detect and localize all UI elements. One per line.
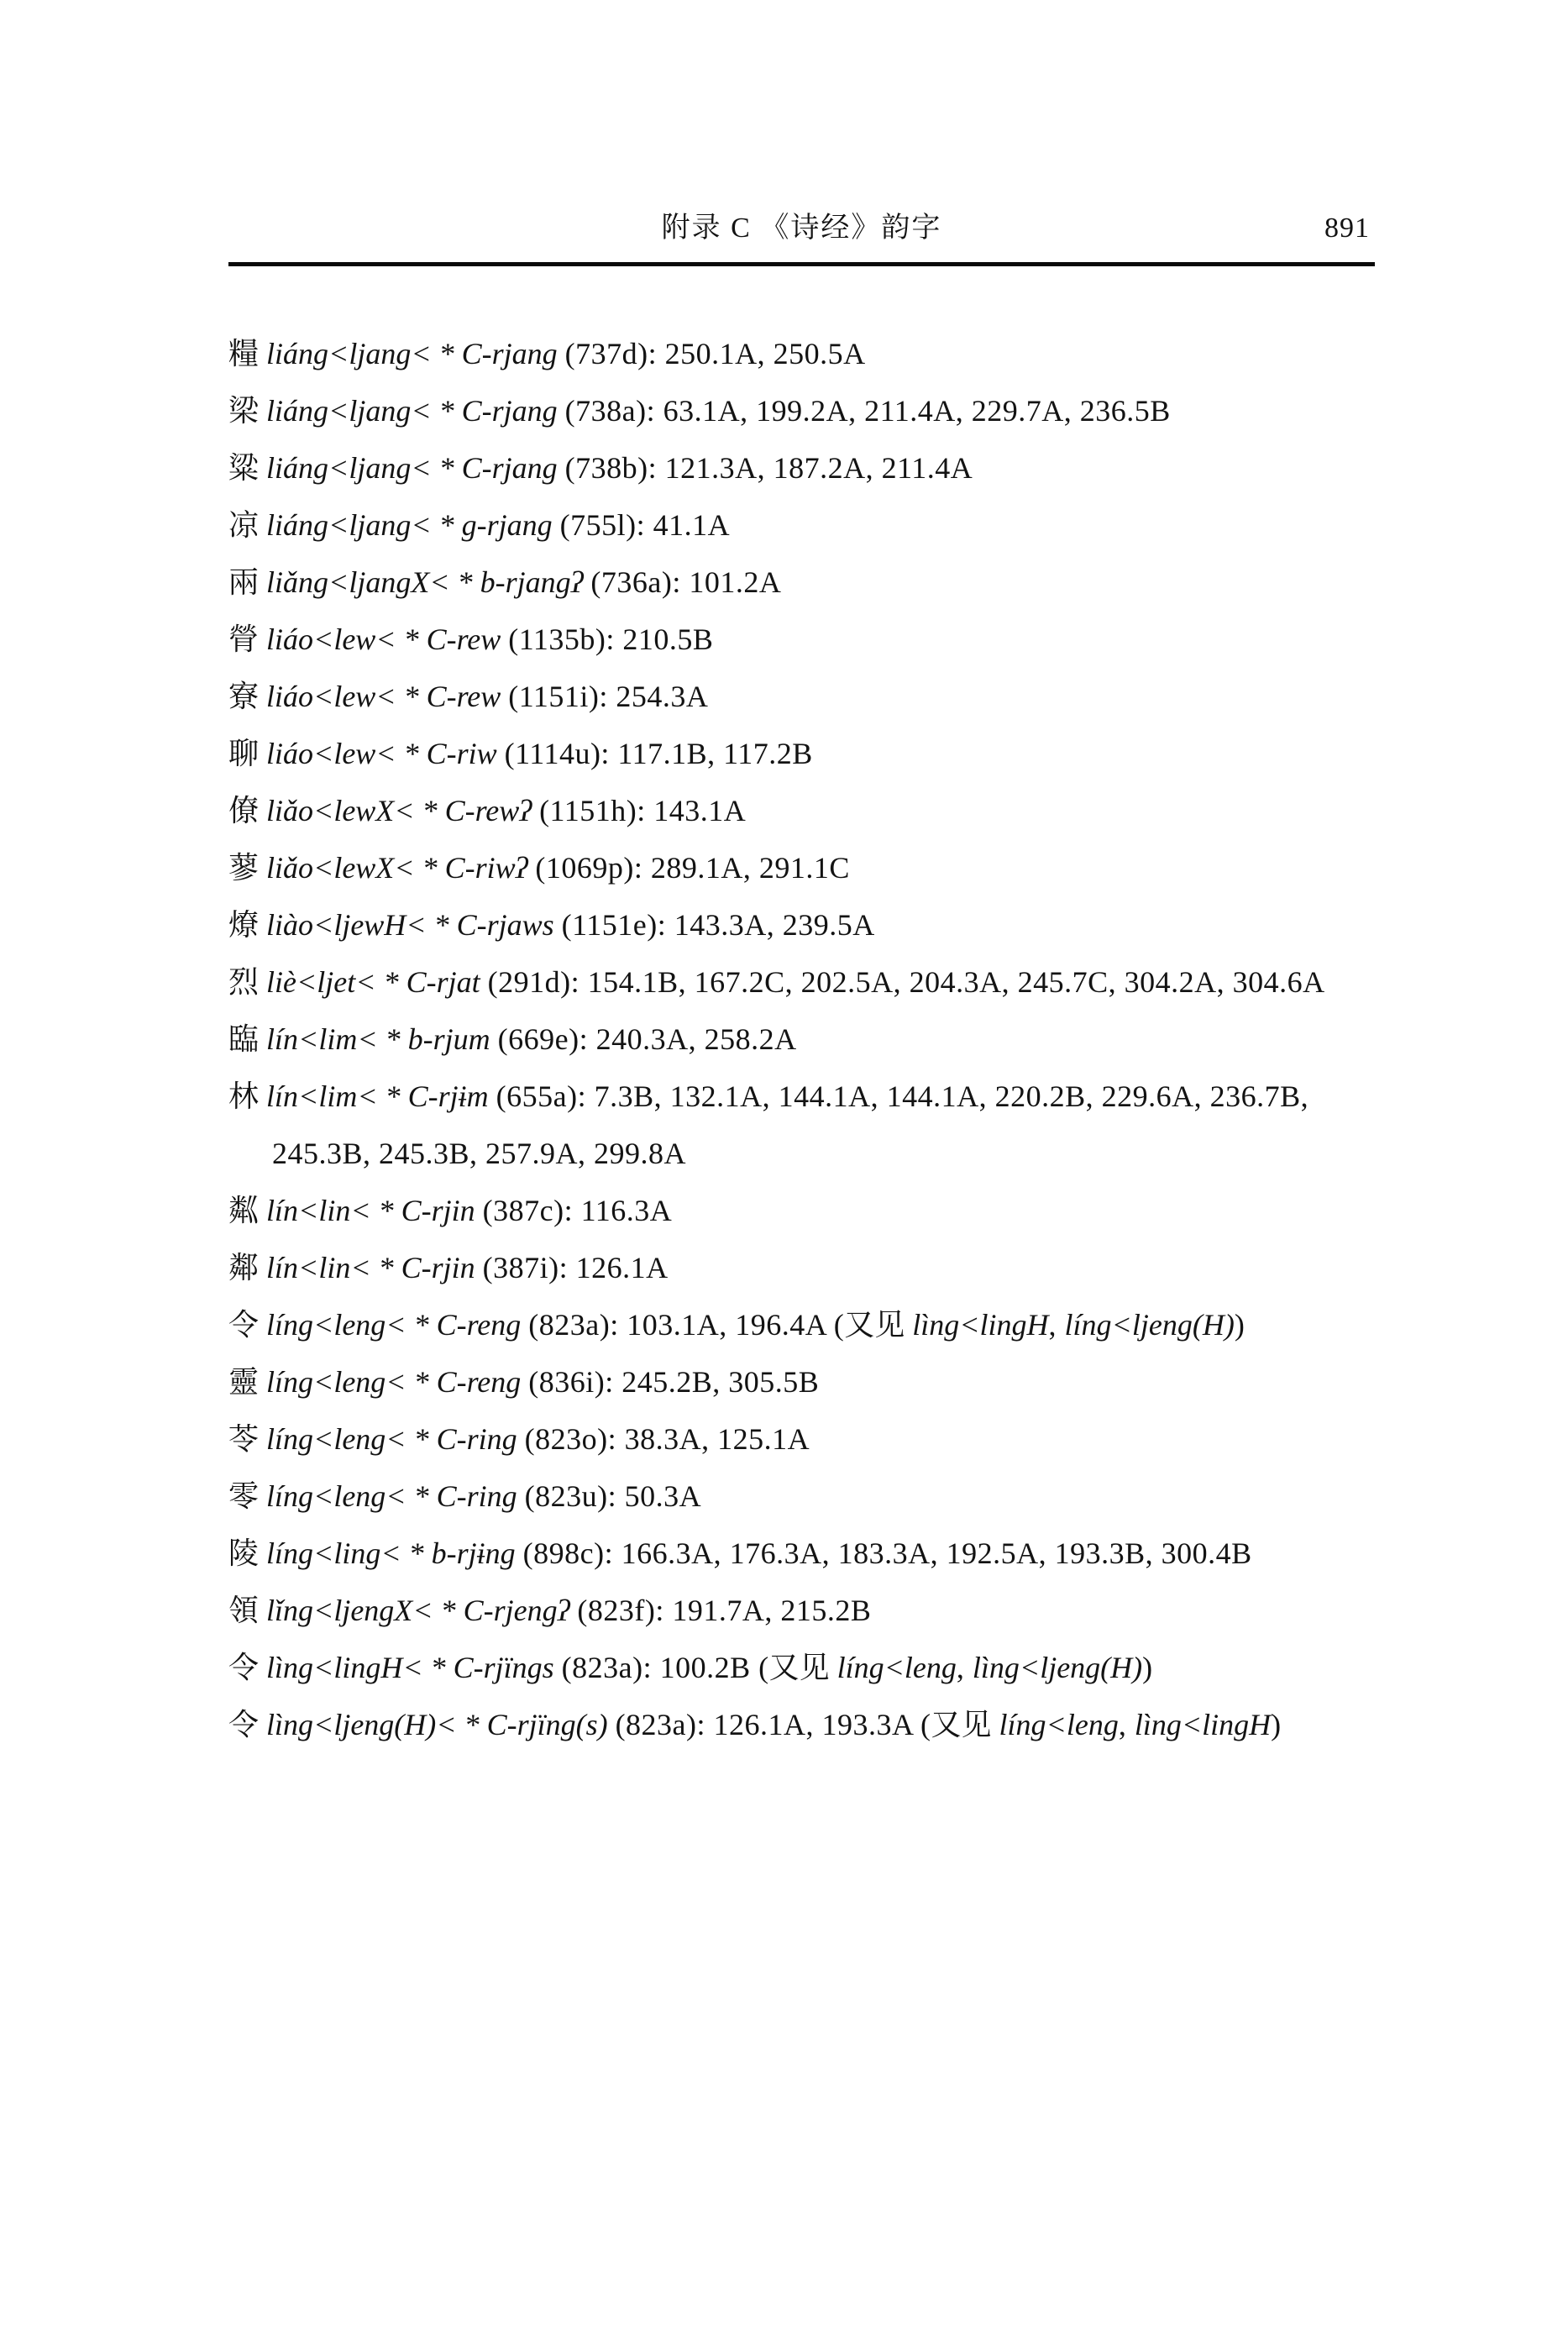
entry-pronunciation: liǎo<lewX< * C-rewʔ — [266, 794, 540, 827]
entry-pronunciation: líng<leng — [999, 1708, 1119, 1741]
entry-pronunciation: lín<lim< * C-rjɨm — [266, 1079, 496, 1113]
entry-cjk-text: 鄰 — [228, 1251, 267, 1284]
entry-references: (291d): 154.1B, 167.2C, 202.5A, 204.3A, 245.7C, 304.2A, 304.6A — [487, 965, 1325, 999]
entry-cjk-text: 領 — [228, 1594, 267, 1627]
entry-pronunciation: lìng<lingH — [1134, 1708, 1272, 1741]
entry-references: (823u): 50.3A — [524, 1479, 702, 1513]
entry-references: (755l): 41.1A — [559, 508, 731, 542]
entry-references: ) — [1142, 1651, 1153, 1684]
entry-line — [228, 1582, 1375, 1639]
entry-references: (823a): 126.1A, 193.3A ( — [615, 1708, 931, 1741]
entry-pronunciation: liáng<ljang< * C-rjang — [266, 394, 565, 428]
entry-pronunciation: lín<lim< * b-rjum — [266, 1022, 498, 1056]
entry-cjk-text: 靈 — [228, 1365, 267, 1399]
entry-line — [228, 1239, 1375, 1296]
entry-cjk-text: 林 — [228, 1079, 267, 1113]
entry-references: ) — [1271, 1708, 1282, 1741]
entry-cjk-text: 陵 — [228, 1536, 267, 1570]
entry-cjk-text: 又见 — [844, 1308, 913, 1342]
entry-references: (823f): 191.7A, 215.2B — [577, 1594, 872, 1627]
entry-pronunciation: liáo<lew< * C-rew — [266, 680, 509, 713]
entry-line — [228, 1068, 1375, 1182]
entry-line — [228, 1296, 1375, 1353]
entry-line — [228, 1410, 1375, 1468]
entry-cjk-text: 兩 — [228, 565, 267, 599]
entry-cjk-text: 僚 — [228, 794, 267, 827]
entry-line — [228, 1696, 1375, 1753]
entry-line — [228, 668, 1375, 725]
entry-pronunciation: líng<leng< * C-ring — [266, 1479, 525, 1513]
entry-references: (1151i): 254.3A — [508, 680, 709, 713]
entry-pronunciation: liáng<ljang< * C-rjang — [266, 337, 565, 370]
entry-pronunciation: liáng<ljang< * g-rjang — [266, 508, 560, 542]
page-header — [228, 208, 1375, 249]
entry-line — [228, 1468, 1375, 1525]
entry-line — [228, 782, 1375, 839]
entry-pronunciation: lǐng<ljengX< * C-rjengʔ — [266, 1594, 578, 1627]
entry-line — [228, 1182, 1375, 1239]
entry-cjk-text: 令 — [228, 1708, 267, 1741]
entry-line — [228, 554, 1375, 611]
entry-cjk-text: 烈 — [228, 965, 267, 999]
entry-pronunciation: liǎng<ljangX< * b-rjangʔ — [266, 565, 591, 599]
entry-cjk-text: 聊 — [228, 737, 267, 770]
entry-line — [228, 382, 1375, 439]
entry-references: (1114u): 117.1B, 117.2B — [504, 737, 813, 770]
entry-references: (387c): 116.3A — [482, 1194, 673, 1227]
entry-pronunciation: lín<lin< * C-rjin — [266, 1251, 483, 1284]
entry-references: (823o): 38.3A, 125.1A — [524, 1422, 810, 1456]
entry-cjk-text: 凉 — [228, 508, 267, 542]
entry-cjk-text: 苓 — [228, 1422, 267, 1456]
entry-line — [228, 1353, 1375, 1410]
entry-pronunciation: liǎo<lewX< * C-riwʔ — [266, 851, 536, 885]
entry-cjk-text: 粼 — [228, 1194, 267, 1227]
entry-references: (669e): 240.3A, 258.2A — [497, 1022, 797, 1056]
entry-cjk-text: 臨 — [228, 1022, 267, 1056]
entry-cjk-text: 梁 — [228, 394, 267, 428]
entry-references: , — [1118, 1708, 1135, 1741]
entry-pronunciation: líng<leng — [836, 1651, 957, 1684]
entry-line — [228, 325, 1375, 382]
entry-cjk-text: 寮 — [228, 680, 267, 713]
entry-references: (1151e): 143.3A, 239.5A — [561, 908, 875, 942]
entry-line — [228, 725, 1375, 782]
entry-line — [228, 1639, 1375, 1696]
entry-pronunciation: líng<ling< * b-rjɨng — [266, 1536, 523, 1570]
entry-references: (387i): 126.1A — [482, 1251, 669, 1284]
entry-line — [228, 496, 1375, 554]
entry-references: (738a): 63.1A, 199.2A, 211.4A, 229.7A, 236.5B — [564, 394, 1171, 428]
entry-line — [228, 1011, 1375, 1068]
entry-pronunciation: liào<ljewH< * C-rjaws — [266, 908, 562, 942]
entry-references: (836i): 245.2B, 305.5B — [528, 1365, 820, 1399]
entry-references: (655a): 7.3B, 132.1A, 144.1A, 144.1A, 220.2B, 229.6A, 236.7B, 245.3B, 245.3B, 257.9A, 299.8A — [272, 1079, 1309, 1170]
entry-cjk-text: 又见 — [768, 1651, 837, 1684]
entry-cjk-text: 粱 — [228, 451, 267, 485]
entry-pronunciation: liáo<lew< * C-riw — [266, 737, 505, 770]
entry-references: (1151h): 143.1A — [539, 794, 747, 827]
entry-pronunciation: lìng<lingH — [912, 1308, 1049, 1342]
entry-line — [228, 1525, 1375, 1582]
entry-references: (1135b): 210.5B — [508, 622, 714, 656]
entry-cjk-text: 令 — [228, 1308, 267, 1342]
entry-pronunciation: líng<ljeng(H) — [1064, 1308, 1235, 1342]
entry-cjk-text: 令 — [228, 1651, 267, 1684]
entry-references: , — [1048, 1308, 1065, 1342]
entry-pronunciation: lín<lin< * C-rjin — [266, 1194, 483, 1227]
entry-references: (823a): 100.2B ( — [561, 1651, 769, 1684]
entry-cjk-text: 又见 — [931, 1708, 999, 1741]
entry-references: (736a): 101.2A — [590, 565, 782, 599]
entry-line — [228, 839, 1375, 896]
page-number: 891 — [1324, 213, 1370, 244]
entry-line — [228, 611, 1375, 668]
entry-references: (1069p): 289.1A, 291.1C — [535, 851, 850, 885]
entry-line — [228, 953, 1375, 1011]
entry-line — [228, 896, 1375, 953]
entry-cjk-text: 燎 — [228, 908, 267, 942]
entry-references: (823a): 103.1A, 196.4A ( — [528, 1308, 845, 1342]
entry-pronunciation: líng<leng< * C-reng — [266, 1365, 529, 1399]
entry-pronunciation: líng<leng< * C-ring — [266, 1422, 525, 1456]
entry-references: (737d): 250.1A, 250.5A — [564, 337, 866, 370]
entry-cjk-text: 膋 — [228, 622, 267, 656]
entry-references: (898c): 166.3A, 176.3A, 183.3A, 192.5A, 193.3B, 300.4B — [522, 1536, 1252, 1570]
entry-pronunciation: lìng<lingH< * C-rjïngs — [266, 1651, 562, 1684]
entry-pronunciation: líng<leng< * C-reng — [266, 1308, 529, 1342]
entry-pronunciation: lìng<ljeng(H) — [972, 1651, 1143, 1684]
entry-list — [228, 325, 1375, 1753]
page-header-title: 附录 C 《诗经》韵字 — [661, 213, 942, 244]
entry-cjk-text: 蓼 — [228, 851, 267, 885]
entry-references: ) — [1234, 1308, 1245, 1342]
entry-references: , — [956, 1651, 973, 1684]
entry-pronunciation: liáo<lew< * C-rew — [266, 622, 509, 656]
header-rule — [228, 262, 1375, 266]
entry-cjk-text: 糧 — [228, 337, 267, 370]
entry-line — [228, 439, 1375, 496]
entry-cjk-text: 零 — [228, 1479, 267, 1513]
entry-pronunciation: liè<ljet< * C-rjat — [266, 965, 488, 999]
entry-pronunciation: liáng<ljang< * C-rjang — [266, 451, 565, 485]
text-block — [228, 0, 1375, 1753]
entry-pronunciation: lìng<ljeng(H)< * C-rjïng(s) — [266, 1708, 616, 1741]
entry-references: (738b): 121.3A, 187.2A, 211.4A — [564, 451, 973, 485]
